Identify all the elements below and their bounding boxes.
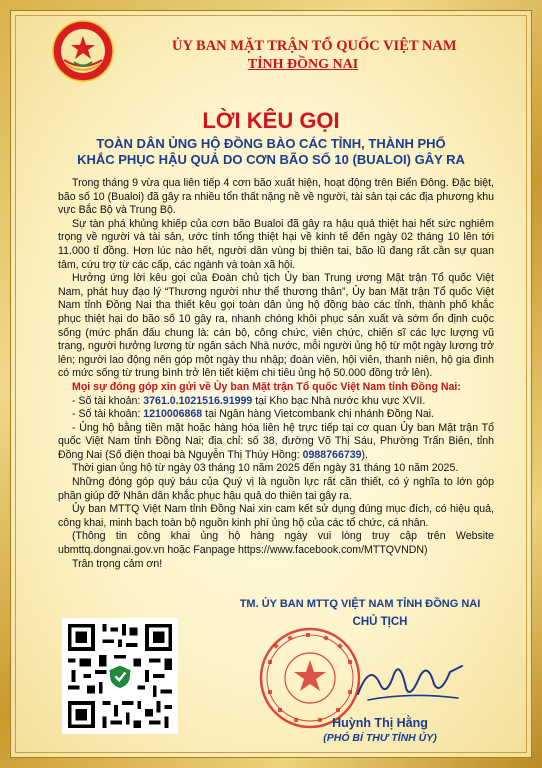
paragraph-website: (Thông tin công khai ủng hộ hàng ngày vui lòng truy cập trên Website ubmttq.dongnai.gov.vn hoặc Fanpage https://www.facebook.com/MTTQVNDN): [58, 530, 494, 557]
qr-code-icon[interactable]: [62, 618, 178, 734]
account-1-number: 3761.0.1021516.91999: [143, 394, 253, 407]
signature-block: [200, 598, 520, 748]
cash-contact-suffix: ).: [361, 448, 368, 461]
account-line-2: [58, 408, 494, 422]
signer-name: Huỳnh Thị Hằng: [332, 716, 428, 730]
document-subtitle: [0, 136, 542, 168]
handwritten-signature-icon: [350, 654, 470, 710]
account-line-1: [58, 395, 494, 409]
paragraph-gratitude: Những đóng góp quý báu của Quý vị là nguồn lực rất cần thiết, có ý nghĩa to lớn góp phần giúp đỡ Nhân dân khắc phục hậu quả do thiên tai gây ra.: [58, 476, 494, 502]
account-1-prefix: - Số tài khoản:: [72, 394, 144, 407]
official-seal-icon: [258, 626, 362, 730]
contact-phone: 0988766739: [302, 448, 362, 461]
paragraph-commitment: Ủy ban MTTQ Việt Nam tỉnh Đồng Nai xin cam kết sử dụng đúng mục đích, có hiệu quả, công khai, minh bạch toàn bộ nguồn kinh phí ủng hộ của các tổ chức, cá nhân.: [58, 503, 494, 529]
account-2-suffix: tại Ngân hàng Vietcombank chi nhánh Đồng Nai.: [202, 408, 435, 421]
paragraph-period: Thời gian ủng hộ từ ngày 03 tháng 10 năm 2025 đến ngày 31 tháng 10 năm 2025.: [72, 462, 459, 475]
org-name: ỦY BAN MẶT TRẬN TỔ QUỐC VIỆT NAM: [172, 38, 457, 54]
document-title: LỜI KÊU GỌI: [202, 108, 340, 133]
document-body: [58, 177, 494, 571]
signer-role: CHỦ TỊCH: [352, 616, 408, 628]
account-1-suffix: tại Kho bạc Nhà nước khu vực XVII.: [252, 394, 426, 407]
paragraph-damage: Sự tàn phá khủng khiếp của cơn bão Bualoi đã gây ra hậu quả thiệt hại hết sức nghiêm trọng về người và tài sản, ước tính tổng thiệt hại về kinh tế đến ngày 02 tháng 10 lên tới 11.000 tỉ đồng. Hơn lúc nào hết, người dân vùng bị thiên tai, bão lũ đang rất cần sự quan tâm, cứu trợ từ các cấp, các ngành và toàn xã hội.: [58, 217, 494, 271]
account-2-prefix: - Số tài khoản:: [72, 408, 144, 421]
signer-title: (PHÓ BÍ THƯ TỈNH ỦY): [323, 732, 437, 744]
cash-contact-text: - Ủng hộ bằng tiền mặt hoặc hàng hóa liên hệ trực tiếp tại cơ quan Ủy ban Mặt trận Tổ quốc Việt Nam tỉnh Đồng Nai; địa chỉ: số 38, đường Võ Thị Sáu, Phường Trấn Biên, tỉnh Đồng Nai (Số điện thoại bà Nguyễn Thị Thúy Hồng:: [58, 421, 494, 461]
paragraph-cash-contact: [58, 422, 494, 463]
signer-organization: TM. ỦY BAN MTTQ VIỆT NAM TỈNH ĐỒNG NAI: [239, 598, 481, 610]
paragraph-storm-intro: Trong tháng 9 vừa qua liên tiếp 4 cơn bão xuất hiện, hoạt động trên Biển Đông. Đặc biệt, bão số 10 (Bualoi) đã gây ra nhiều tổn thất nặng nề về người, tài sản tại các địa phương khu vực Bắc Bộ và Trung Bộ.: [58, 177, 494, 217]
paragraph-thanks: Trân trọng cảm ơn!: [72, 557, 163, 570]
subtitle-line-1: TOÀN DÂN ỦNG HỘ ĐỒNG BÀO CÁC TỈNH, THÀNH PHỐ: [96, 136, 446, 151]
account-2-number: 1210006868: [143, 408, 203, 421]
paragraph-appeal: Hưởng ứng lời kêu gọi của Đoàn chủ tịch Ủy ban Trung ương Mặt trận Tổ quốc Việt Nam, phát huy đạo lý “Thương người như thể thương thân”, Ủy ban Mặt trận Tổ quốc Việt Nam tỉnh Đồng Nai tha thiết kêu gọi toàn dân ủng hộ đồng bào các tỉnh, thành phố khắc phục thiệt hại do bão số 10 gây ra, nhanh chóng khôi phục sản xuất và sớm ổn định cuộc sống (mức phấn đấu chung là: cán bộ, công chức, viên chức, chiến sĩ các lực lượng vũ trang, người hưởng lương từ ngân sách Nhà nước, mỗi người ủng hộ từ một ngày lương trở lên; người lao động nên góp một ngày thu nhập; đoàn viên, hội viên, thanh niên, hộ gia đình có mức sống từ trung bình trở lên tiết kiệm chi tiêu ủng hộ 50.000 đồng trở lên).: [58, 272, 494, 380]
donate-heading: Mọi sự đóng góp xin gửi về Ủy ban Mặt trận Tổ quốc Việt Nam tỉnh Đồng Nai:: [72, 380, 461, 393]
org-province: TỈNH ĐỒNG NAI: [247, 57, 359, 72]
subtitle-line-2: KHẮC PHỤC HẬU QUẢ DO CƠN BÃO SỐ 10 (BUALOI) GÂY RA: [77, 152, 465, 167]
